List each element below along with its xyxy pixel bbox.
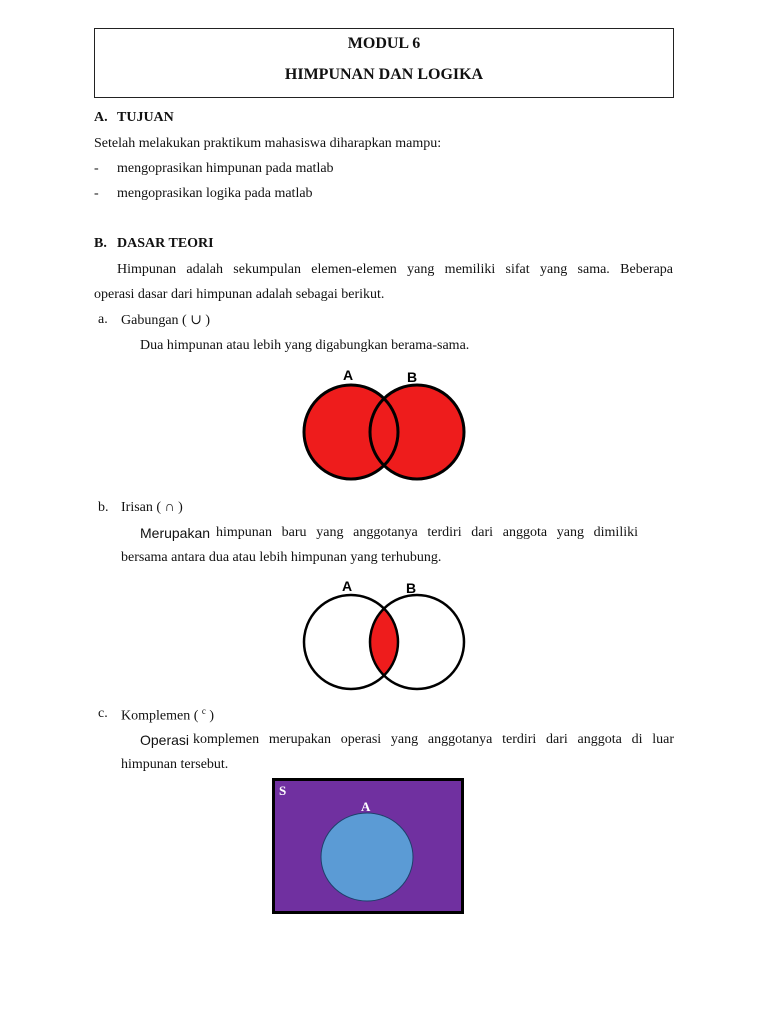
item-b-title: Irisan ( ∩ ) — [121, 500, 183, 515]
set-a-label: A — [342, 578, 353, 594]
section-b-paragraph-line2: operasi dasar dari himpunan adalah sebagai berikut. — [94, 287, 385, 302]
set-a-label: A — [361, 799, 371, 814]
intersection-venn-diagram — [300, 574, 472, 696]
module-header-box — [94, 28, 674, 98]
item-b-description-line2: bersama antara dua atau lebih himpunan yang terhubung. — [121, 550, 442, 565]
module-number: MODUL 6 — [347, 35, 421, 52]
item-a-description: Dua himpunan atau lebih yang digabungkan berama-sama. — [140, 338, 470, 353]
section-a-title: TUJUAN — [117, 110, 174, 125]
item-c-title-superscript: c — [201, 706, 206, 716]
item-c-title — [121, 706, 214, 725]
section-b-title: DASAR TEORI — [117, 236, 214, 251]
item-c-title-suffix: ) — [209, 708, 215, 724]
bullet-dash: - — [94, 186, 99, 201]
section-b-paragraph-line1: Himpunan adalah sekumpulan elemen-elemen yang memiliki sifat yang sama. Beberapa — [117, 262, 673, 277]
section-b-marker: B. — [94, 236, 107, 251]
set-a-label: A — [343, 367, 354, 383]
bullet-dash: - — [94, 161, 99, 176]
bullet-text: mengoprasikan himpunan pada matlab — [117, 161, 334, 176]
set-a-circle — [321, 813, 413, 901]
module-title: HIMPUNAN DAN LOGIKA — [284, 66, 484, 83]
universal-set-label: S — [279, 783, 287, 798]
union-venn-diagram — [300, 362, 472, 482]
bullet-text: mengoprasikan logika pada matlab — [117, 186, 313, 201]
item-b-first-word: Merupakan — [140, 525, 211, 541]
item-b-marker: b. — [98, 500, 109, 515]
item-c-marker: c. — [98, 706, 108, 721]
item-c-title-prefix: Komplemen ( — [121, 708, 199, 724]
item-c-first-word: Operasi — [140, 732, 190, 748]
item-c-description-line2: himpunan tersebut. — [121, 757, 229, 772]
item-b-description-line1: himpunan baru yang anggotanya terdiri dari anggota yang dimiliki — [216, 525, 638, 540]
complement-venn-diagram — [272, 778, 464, 914]
item-a-title: Gabungan ( ∪ ) — [121, 313, 211, 328]
item-c-description-line1: komplemen merupakan operasi yang anggotanya terdiri dari anggota di luar — [193, 732, 674, 747]
section-a-intro: Setelah melakukan praktikum mahasiswa diharapkan mampu: — [94, 136, 442, 151]
set-b-label: B — [406, 580, 417, 596]
set-b-label: B — [407, 369, 418, 385]
item-a-marker: a. — [98, 312, 108, 327]
section-a-marker: A. — [94, 110, 108, 125]
